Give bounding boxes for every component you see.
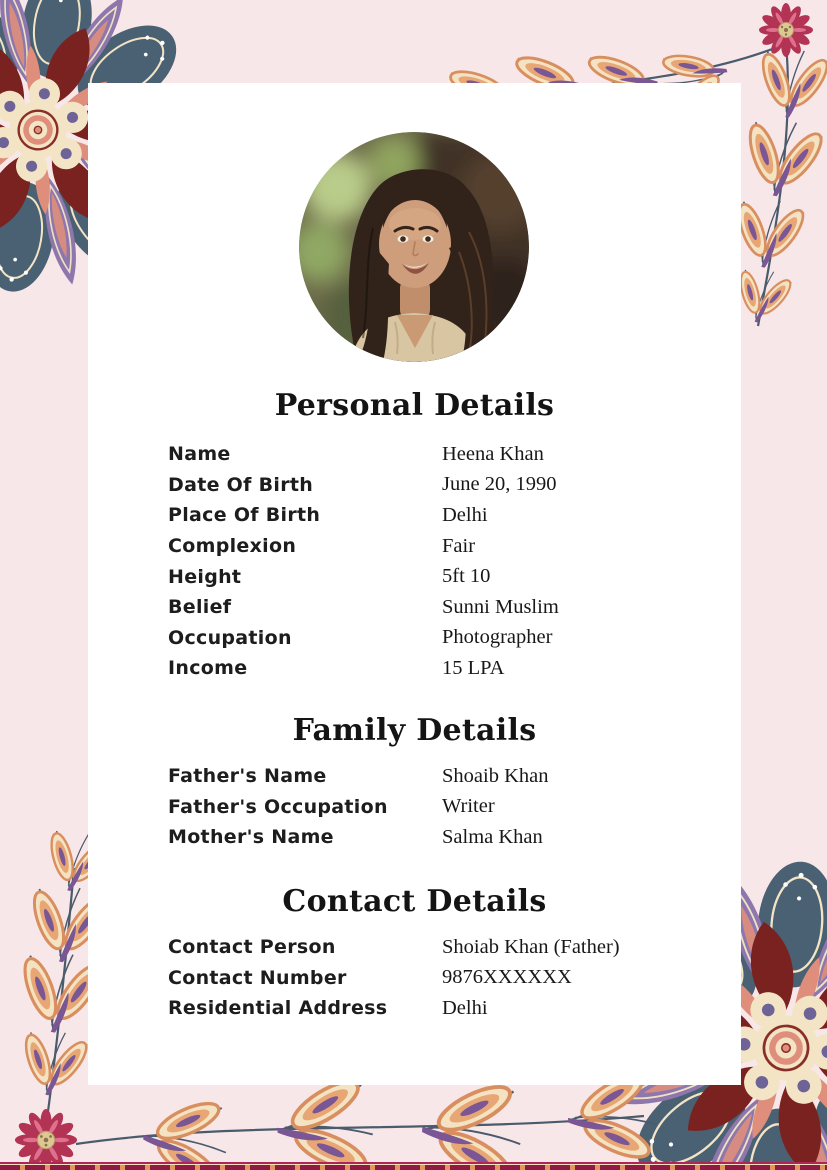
detail-value: 5ft 10: [442, 565, 491, 588]
detail-row-fathers-name: [168, 761, 705, 792]
family-details-list: [168, 761, 705, 853]
detail-row-occupation: [168, 623, 705, 654]
bottom-border-trim: [0, 1162, 827, 1170]
personal-details-list: [168, 439, 705, 684]
section-title-contact: Contact Details: [282, 884, 547, 919]
corner-flower-top-right: [759, 3, 813, 57]
detail-value: Writer: [442, 795, 495, 818]
detail-row-name: [168, 439, 705, 470]
detail-label: Belief: [168, 596, 232, 619]
profile-photo: [299, 132, 529, 362]
detail-label: Income: [168, 657, 248, 680]
detail-value: Sunni Muslim: [442, 595, 559, 618]
detail-value: 9876XXXXXX: [442, 966, 572, 989]
biodata-card: [88, 83, 741, 1085]
detail-row-height: [168, 561, 705, 592]
detail-label: Height: [168, 565, 242, 588]
detail-value: Photographer: [442, 626, 553, 649]
detail-row-mothers-name: [168, 822, 705, 853]
detail-label: Name: [168, 443, 231, 466]
detail-row-contact-person: [168, 932, 705, 963]
detail-label: Contact Number: [168, 966, 347, 989]
corner-flower-bottom-left: [15, 1109, 77, 1170]
detail-label: Father's Name: [168, 765, 327, 788]
detail-label: Mother's Name: [168, 826, 334, 849]
detail-value: Fair: [442, 534, 476, 557]
detail-row-belief: [168, 592, 705, 623]
detail-row-income: [168, 653, 705, 684]
detail-row-date-of-birth: [168, 470, 705, 501]
contact-details-list: [168, 932, 705, 1024]
detail-value: Shoiab Khan (Father): [442, 935, 620, 958]
detail-value: June 20, 1990: [442, 473, 557, 496]
detail-row-contact-number: [168, 963, 705, 994]
section-title-family: Family Details: [292, 713, 537, 748]
detail-value: Shoaib Khan: [442, 764, 549, 787]
portrait-illustration: [299, 132, 529, 362]
detail-row-place-of-birth: [168, 500, 705, 531]
detail-value: Delhi: [442, 996, 488, 1019]
detail-label: Contact Person: [168, 936, 336, 959]
detail-label: Date Of Birth: [168, 473, 314, 496]
detail-value: 15 LPA: [442, 656, 505, 679]
detail-row-fathers-occupation: [168, 792, 705, 823]
detail-label: Residential Address: [168, 997, 388, 1020]
detail-value: Delhi: [442, 503, 488, 526]
detail-row-complexion: [168, 531, 705, 562]
detail-label: Complexion: [168, 535, 297, 558]
detail-value: Heena Khan: [442, 442, 544, 465]
detail-value: Salma Khan: [442, 825, 543, 848]
section-title-personal: Personal Details: [274, 388, 555, 423]
detail-label: Place Of Birth: [168, 504, 321, 527]
detail-label: Father's Occupation: [168, 795, 388, 818]
detail-label: Occupation: [168, 626, 292, 649]
detail-row-residential-address: [168, 993, 705, 1024]
